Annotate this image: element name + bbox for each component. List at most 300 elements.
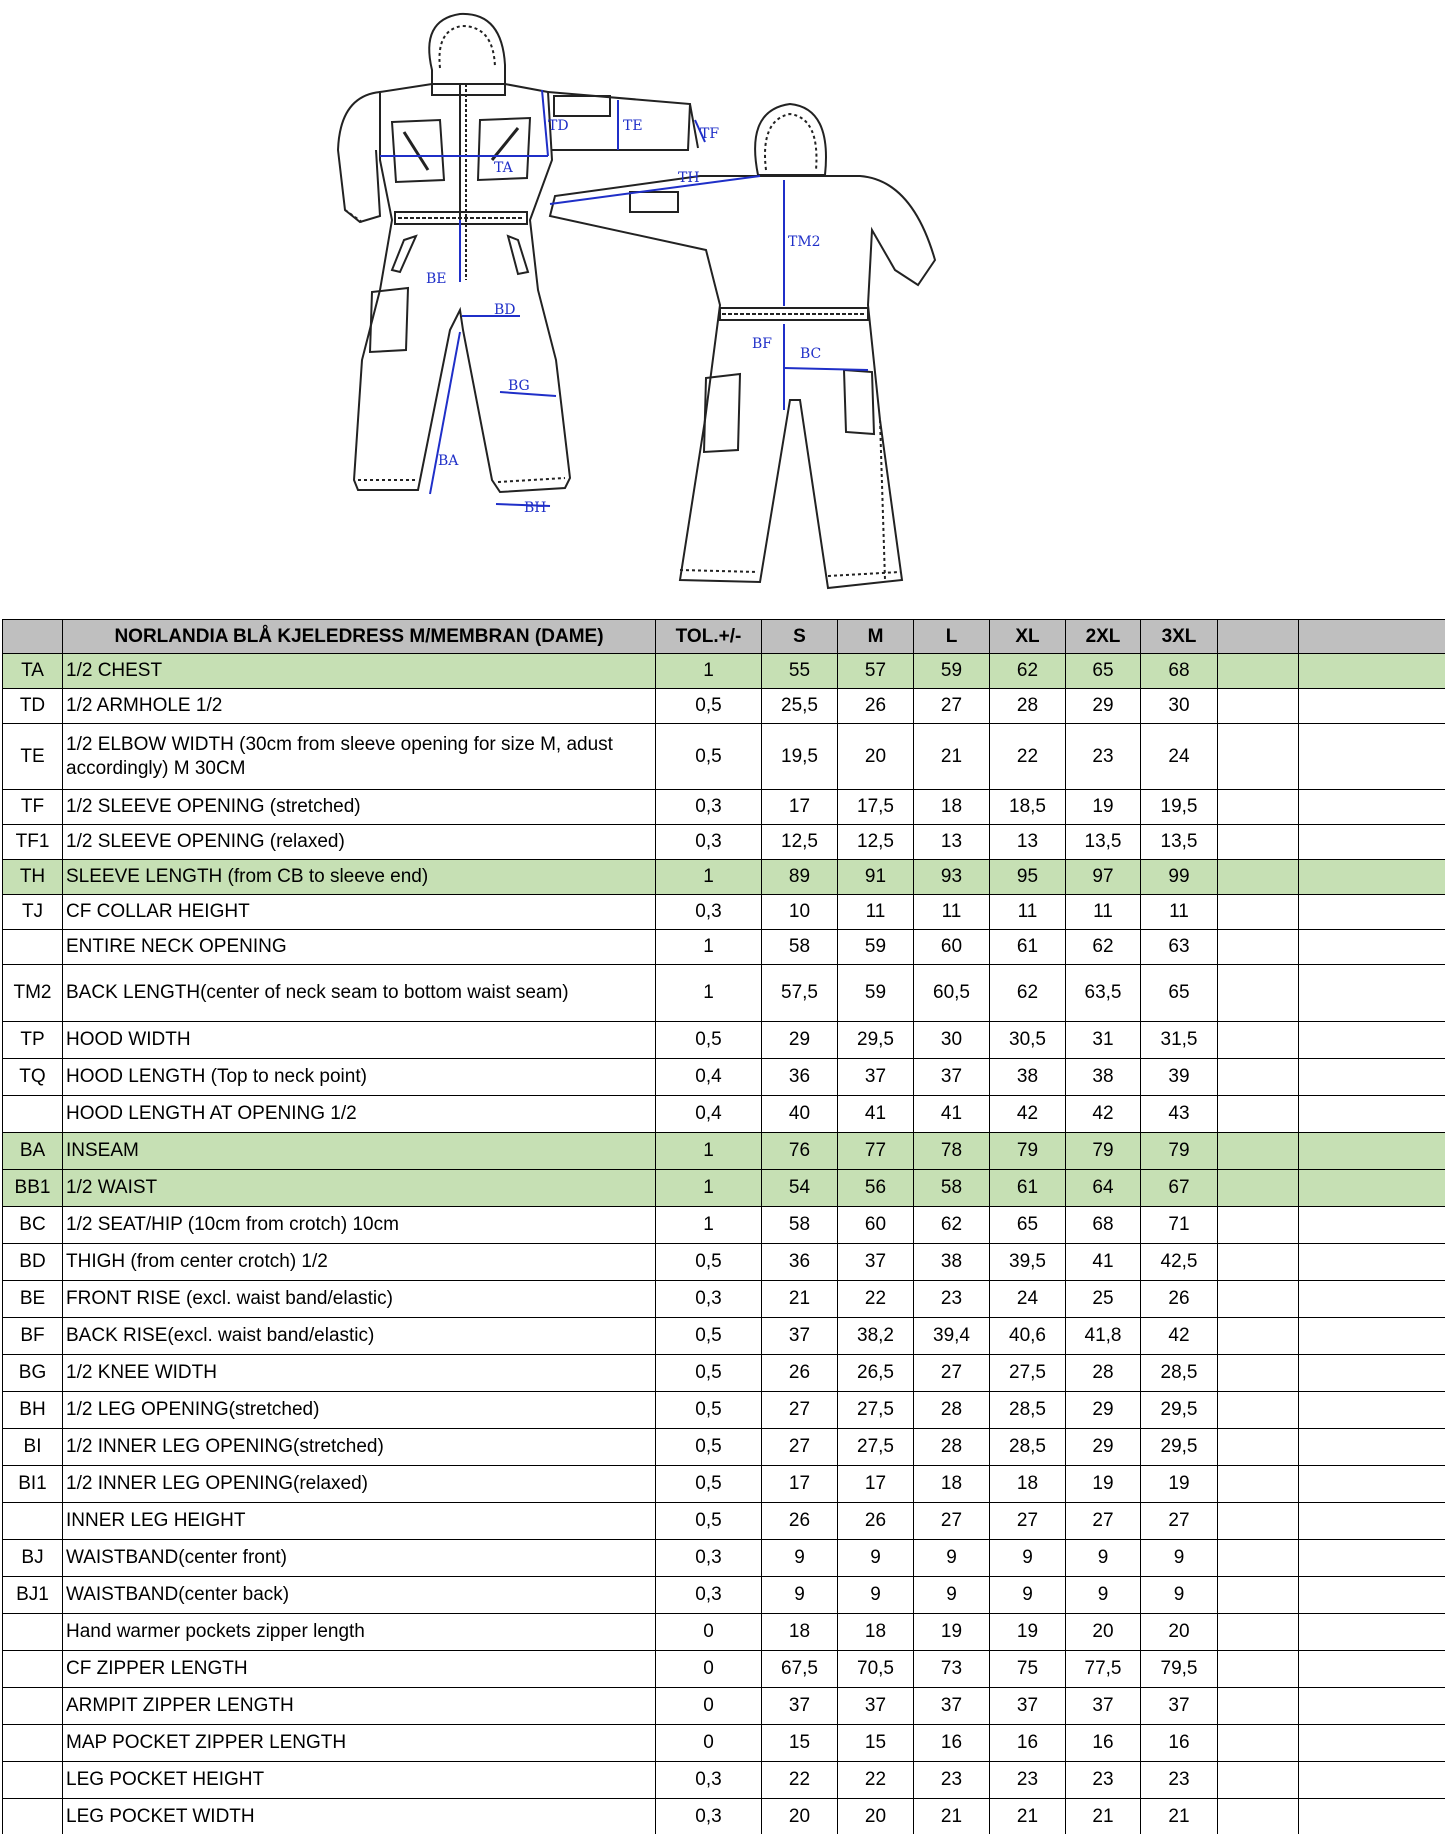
- measure-description: 1/2 INNER LEG OPENING(relaxed): [63, 1466, 656, 1503]
- size-value: 9: [1066, 1540, 1141, 1577]
- tolerance-value: 1: [656, 1170, 762, 1207]
- size-value: 27: [914, 1355, 990, 1392]
- empty-cell: [1299, 1799, 1445, 1834]
- size-value: 19,5: [1141, 790, 1218, 825]
- measure-description: 1/2 SEAT/HIP (10cm from crotch) 10cm: [63, 1207, 656, 1244]
- measure-description: Hand warmer pockets zipper length: [63, 1614, 656, 1651]
- empty-cell: [1299, 1503, 1445, 1540]
- empty-cell: [1299, 1392, 1445, 1429]
- tolerance-value: 0: [656, 1688, 762, 1725]
- label-be: BE: [426, 271, 447, 287]
- measure-description: SLEEVE LENGTH (from CB to sleeve end): [63, 860, 656, 895]
- table-row: [3, 895, 1445, 930]
- table-row: [3, 965, 1445, 1022]
- table-row: [3, 1392, 1445, 1429]
- size-value: 38: [914, 1244, 990, 1281]
- label-tm2: TM2: [788, 234, 821, 250]
- empty-cell: [1218, 724, 1299, 790]
- size-value: 36: [762, 1244, 838, 1281]
- table-row: [3, 1133, 1445, 1170]
- empty-cell: [1218, 1244, 1299, 1281]
- table-row: [3, 790, 1445, 825]
- table-row: [3, 1318, 1445, 1355]
- front-view-drawing: [338, 14, 698, 492]
- table-row: [3, 1466, 1445, 1503]
- size-value: 17: [762, 1466, 838, 1503]
- tolerance-value: 0,3: [656, 790, 762, 825]
- size-value: 59: [838, 930, 914, 965]
- size-value: 76: [762, 1133, 838, 1170]
- size-value: 25,5: [762, 689, 838, 724]
- size-value: 29: [762, 1022, 838, 1059]
- size-value: 28,5: [990, 1429, 1066, 1466]
- size-value: 29,5: [1141, 1429, 1218, 1466]
- size-value: 13,5: [1141, 825, 1218, 860]
- measurement-lines: [380, 90, 868, 506]
- size-value: 61: [990, 1170, 1066, 1207]
- size-value: 58: [914, 1170, 990, 1207]
- tolerance-value: 0: [656, 1725, 762, 1762]
- measure-description: 1/2 SLEEVE OPENING (stretched): [63, 790, 656, 825]
- empty-cell: [1218, 1318, 1299, 1355]
- empty-cell: [1218, 689, 1299, 724]
- back-view-drawing: [550, 104, 935, 588]
- size-value: 79: [990, 1133, 1066, 1170]
- tolerance-value: 0,5: [656, 724, 762, 790]
- size-value: 27: [990, 1503, 1066, 1540]
- label-bg: BG: [508, 378, 530, 394]
- size-value: 67,5: [762, 1651, 838, 1688]
- size-value: 42,5: [1141, 1244, 1218, 1281]
- garment-sketch: [0, 0, 1445, 615]
- table-header-row: [3, 620, 1445, 654]
- table-row: [3, 1355, 1445, 1392]
- size-value: 99: [1141, 860, 1218, 895]
- table-title: NORLANDIA BLÅ KJELEDRESS M/MEMBRAN (DAME): [63, 620, 656, 654]
- table-row: [3, 1688, 1445, 1725]
- table-row: [3, 1429, 1445, 1466]
- empty-cell: [1218, 1096, 1299, 1133]
- size-value: 79: [1141, 1133, 1218, 1170]
- size-value: 77: [838, 1133, 914, 1170]
- size-value: 60: [914, 930, 990, 965]
- measure-code: TA: [3, 654, 63, 689]
- size-value: 13: [914, 825, 990, 860]
- table-row: [3, 1799, 1445, 1834]
- empty-cell: [1299, 1725, 1445, 1762]
- size-value: 64: [1066, 1170, 1141, 1207]
- size-value: 40: [762, 1096, 838, 1133]
- size-value: 77,5: [1066, 1651, 1141, 1688]
- size-value: 18: [990, 1466, 1066, 1503]
- empty-header: [1218, 620, 1299, 654]
- size-value: 41: [914, 1096, 990, 1133]
- measure-code: TF1: [3, 825, 63, 860]
- size-value: 57,5: [762, 965, 838, 1022]
- table-row: [3, 825, 1445, 860]
- size-value: 9: [838, 1540, 914, 1577]
- measure-description: 1/2 WAIST: [63, 1170, 656, 1207]
- size-value: 20: [762, 1799, 838, 1834]
- empty-cell: [1299, 1170, 1445, 1207]
- label-ta: TA: [494, 160, 513, 176]
- size-value: 20: [838, 1799, 914, 1834]
- measure-code: BC: [3, 1207, 63, 1244]
- measure-code: [3, 1762, 63, 1799]
- table-row: [3, 1725, 1445, 1762]
- measure-code: TD: [3, 689, 63, 724]
- measure-description: LEG POCKET WIDTH: [63, 1799, 656, 1834]
- table-row: [3, 1244, 1445, 1281]
- empty-cell: [1218, 1392, 1299, 1429]
- size-value: 37: [838, 1059, 914, 1096]
- measure-description: 1/2 LEG OPENING(stretched): [63, 1392, 656, 1429]
- size-value: 59: [838, 965, 914, 1022]
- empty-cell: [1299, 1059, 1445, 1096]
- size-value: 68: [1141, 654, 1218, 689]
- tolerance-value: 0,3: [656, 1540, 762, 1577]
- measure-description: ARMPIT ZIPPER LENGTH: [63, 1688, 656, 1725]
- size-value: 26: [838, 689, 914, 724]
- size-value: 37: [914, 1059, 990, 1096]
- empty-cell: [1218, 1059, 1299, 1096]
- size-value: 28: [990, 689, 1066, 724]
- table-row: [3, 689, 1445, 724]
- size-value: 9: [990, 1540, 1066, 1577]
- size-value: 30: [1141, 689, 1218, 724]
- size-header: L: [914, 620, 990, 654]
- measure-code: [3, 930, 63, 965]
- size-value: 21: [762, 1281, 838, 1318]
- table-row: [3, 724, 1445, 790]
- size-value: 26: [838, 1503, 914, 1540]
- table-body: [3, 654, 1445, 1834]
- size-value: 22: [838, 1281, 914, 1318]
- table-row: [3, 1577, 1445, 1614]
- empty-cell: [1299, 1133, 1445, 1170]
- size-value: 41: [838, 1096, 914, 1133]
- size-value: 19: [1066, 1466, 1141, 1503]
- size-value: 58: [762, 1207, 838, 1244]
- size-value: 62: [990, 965, 1066, 1022]
- size-value: 65: [1141, 965, 1218, 1022]
- size-value: 11: [1066, 895, 1141, 930]
- size-value: 17,5: [838, 790, 914, 825]
- size-value: 23: [1141, 1762, 1218, 1799]
- tolerance-value: 1: [656, 965, 762, 1022]
- size-value: 57: [838, 654, 914, 689]
- measure-code: TP: [3, 1022, 63, 1059]
- size-value: 9: [914, 1577, 990, 1614]
- size-value: 62: [990, 654, 1066, 689]
- tolerance-value: 1: [656, 860, 762, 895]
- size-value: 21: [990, 1799, 1066, 1834]
- measure-description: 1/2 KNEE WIDTH: [63, 1355, 656, 1392]
- empty-cell: [1218, 1503, 1299, 1540]
- size-value: 55: [762, 654, 838, 689]
- size-value: 37: [762, 1688, 838, 1725]
- size-value: 21: [914, 1799, 990, 1834]
- size-value: 23: [1066, 1762, 1141, 1799]
- size-value: 79,5: [1141, 1651, 1218, 1688]
- size-value: 24: [990, 1281, 1066, 1318]
- measure-description: 1/2 SLEEVE OPENING (relaxed): [63, 825, 656, 860]
- measure-description: HOOD LENGTH (Top to neck point): [63, 1059, 656, 1096]
- size-value: 63: [1141, 930, 1218, 965]
- table-row: [3, 1614, 1445, 1651]
- size-value: 23: [914, 1281, 990, 1318]
- table-row: [3, 654, 1445, 689]
- size-value: 27,5: [838, 1429, 914, 1466]
- size-value: 71: [1141, 1207, 1218, 1244]
- measure-code: TF: [3, 790, 63, 825]
- size-value: 36: [762, 1059, 838, 1096]
- empty-cell: [1218, 1207, 1299, 1244]
- size-value: 65: [990, 1207, 1066, 1244]
- size-value: 27: [914, 1503, 990, 1540]
- measure-description: WAISTBAND(center back): [63, 1577, 656, 1614]
- label-th: TH: [678, 170, 700, 186]
- tolerance-value: 1: [656, 654, 762, 689]
- measure-description: INNER LEG HEIGHT: [63, 1503, 656, 1540]
- size-value: 9: [1066, 1577, 1141, 1614]
- tolerance-value: 0,5: [656, 1022, 762, 1059]
- size-value: 68: [1066, 1207, 1141, 1244]
- measure-code: [3, 1799, 63, 1834]
- size-value: 97: [1066, 860, 1141, 895]
- size-value: 19,5: [762, 724, 838, 790]
- size-value: 78: [914, 1133, 990, 1170]
- size-value: 9: [914, 1540, 990, 1577]
- size-value: 39,5: [990, 1244, 1066, 1281]
- measure-description: CF ZIPPER LENGTH: [63, 1651, 656, 1688]
- size-value: 28: [914, 1392, 990, 1429]
- measure-code: TH: [3, 860, 63, 895]
- tolerance-header: TOL.+/-: [656, 620, 762, 654]
- size-value: 20: [1066, 1614, 1141, 1651]
- measure-description: LEG POCKET HEIGHT: [63, 1762, 656, 1799]
- empty-cell: [1218, 1429, 1299, 1466]
- code-header: [3, 620, 63, 654]
- size-value: 23: [1066, 724, 1141, 790]
- tolerance-value: 0,5: [656, 1318, 762, 1355]
- size-value: 23: [990, 1762, 1066, 1799]
- measure-description: 1/2 CHEST: [63, 654, 656, 689]
- size-value: 61: [990, 930, 1066, 965]
- size-value: 9: [762, 1577, 838, 1614]
- measure-code: TM2: [3, 965, 63, 1022]
- measure-code: TJ: [3, 895, 63, 930]
- size-value: 56: [838, 1170, 914, 1207]
- size-value: 63,5: [1066, 965, 1141, 1022]
- size-value: 18: [838, 1614, 914, 1651]
- size-value: 26: [1141, 1281, 1218, 1318]
- size-value: 17: [762, 790, 838, 825]
- empty-cell: [1218, 654, 1299, 689]
- size-value: 41: [1066, 1244, 1141, 1281]
- size-value: 60: [838, 1207, 914, 1244]
- size-value: 28: [914, 1429, 990, 1466]
- size-value: 75: [990, 1651, 1066, 1688]
- size-value: 42: [990, 1096, 1066, 1133]
- size-value: 39: [1141, 1059, 1218, 1096]
- size-spec-table: [2, 619, 1445, 1834]
- size-value: 19: [1141, 1466, 1218, 1503]
- table-row: [3, 1540, 1445, 1577]
- label-tf: TF: [700, 126, 720, 142]
- tolerance-value: 0,3: [656, 825, 762, 860]
- size-value: 29: [1066, 1392, 1141, 1429]
- measure-description: WAISTBAND(center front): [63, 1540, 656, 1577]
- tolerance-value: 0,5: [656, 1244, 762, 1281]
- empty-cell: [1299, 860, 1445, 895]
- empty-cell: [1218, 1651, 1299, 1688]
- empty-cell: [1299, 1207, 1445, 1244]
- label-te: TE: [623, 118, 643, 134]
- measure-description: 1/2 ELBOW WIDTH (30cm from sleeve opening for size M, adust accordingly) M 30CM: [63, 724, 656, 790]
- empty-cell: [1299, 1466, 1445, 1503]
- measure-code: BA: [3, 1133, 63, 1170]
- size-value: 43: [1141, 1096, 1218, 1133]
- tolerance-value: 0,4: [656, 1059, 762, 1096]
- size-value: 70,5: [838, 1651, 914, 1688]
- size-header: S: [762, 620, 838, 654]
- size-value: 89: [762, 860, 838, 895]
- size-value: 9: [1141, 1540, 1218, 1577]
- size-value: 13,5: [1066, 825, 1141, 860]
- empty-cell: [1299, 1281, 1445, 1318]
- empty-cell: [1299, 1318, 1445, 1355]
- table-row: [3, 1022, 1445, 1059]
- tolerance-value: 0,3: [656, 1799, 762, 1834]
- size-value: 37: [762, 1318, 838, 1355]
- size-value: 73: [914, 1651, 990, 1688]
- measure-description: INSEAM: [63, 1133, 656, 1170]
- measure-code: BG: [3, 1355, 63, 1392]
- size-value: 27: [762, 1392, 838, 1429]
- table-row: [3, 1281, 1445, 1318]
- empty-cell: [1218, 1466, 1299, 1503]
- size-value: 18,5: [990, 790, 1066, 825]
- empty-cell: [1299, 1614, 1445, 1651]
- empty-cell: [1299, 790, 1445, 825]
- size-value: 27: [1066, 1503, 1141, 1540]
- size-value: 12,5: [762, 825, 838, 860]
- size-value: 26,5: [838, 1355, 914, 1392]
- empty-cell: [1218, 1355, 1299, 1392]
- empty-cell: [1218, 1022, 1299, 1059]
- measure-code: BI1: [3, 1466, 63, 1503]
- tolerance-value: 0: [656, 1651, 762, 1688]
- size-value: 27: [1141, 1503, 1218, 1540]
- tolerance-value: 0,5: [656, 1392, 762, 1429]
- size-value: 11: [1141, 895, 1218, 930]
- empty-cell: [1218, 790, 1299, 825]
- measure-code: [3, 1096, 63, 1133]
- size-value: 11: [914, 895, 990, 930]
- size-value: 95: [990, 860, 1066, 895]
- empty-cell: [1218, 1762, 1299, 1799]
- measure-code: BJ: [3, 1540, 63, 1577]
- measure-code: [3, 1725, 63, 1762]
- size-value: 22: [838, 1762, 914, 1799]
- size-value: 37: [1066, 1688, 1141, 1725]
- size-value: 29,5: [838, 1022, 914, 1059]
- empty-cell: [1218, 1614, 1299, 1651]
- size-value: 16: [1066, 1725, 1141, 1762]
- size-value: 19: [914, 1614, 990, 1651]
- empty-cell: [1218, 825, 1299, 860]
- tolerance-value: 0,5: [656, 1355, 762, 1392]
- measure-code: [3, 1651, 63, 1688]
- measure-code: BI: [3, 1429, 63, 1466]
- label-ba: BA: [438, 453, 459, 469]
- empty-cell: [1299, 1762, 1445, 1799]
- table-row: [3, 1503, 1445, 1540]
- empty-cell: [1218, 860, 1299, 895]
- size-value: 27: [762, 1429, 838, 1466]
- measure-code: [3, 1614, 63, 1651]
- size-value: 58: [762, 930, 838, 965]
- size-value: 15: [838, 1725, 914, 1762]
- measure-description: 1/2 INNER LEG OPENING(stretched): [63, 1429, 656, 1466]
- size-value: 25: [1066, 1281, 1141, 1318]
- size-value: 28,5: [990, 1392, 1066, 1429]
- empty-cell: [1299, 1022, 1445, 1059]
- size-value: 21: [914, 724, 990, 790]
- size-value: 29: [1066, 689, 1141, 724]
- size-value: 62: [1066, 930, 1141, 965]
- empty-cell: [1299, 1577, 1445, 1614]
- size-value: 29,5: [1141, 1392, 1218, 1429]
- tolerance-value: 0,5: [656, 1466, 762, 1503]
- size-value: 24: [1141, 724, 1218, 790]
- size-value: 9: [1141, 1577, 1218, 1614]
- measure-code: BJ1: [3, 1577, 63, 1614]
- empty-cell: [1299, 1429, 1445, 1466]
- size-value: 42: [1066, 1096, 1141, 1133]
- size-value: 20: [1141, 1614, 1218, 1651]
- label-bd: BD: [494, 302, 516, 318]
- table-row: [3, 1651, 1445, 1688]
- tolerance-value: 1: [656, 1207, 762, 1244]
- size-value: 27: [914, 689, 990, 724]
- size-value: 37: [914, 1688, 990, 1725]
- measure-description: THIGH (from center crotch) 1/2: [63, 1244, 656, 1281]
- size-value: 27,5: [990, 1355, 1066, 1392]
- empty-cell: [1299, 825, 1445, 860]
- empty-cell: [1299, 1355, 1445, 1392]
- size-value: 18: [762, 1614, 838, 1651]
- tolerance-value: 0,5: [656, 1503, 762, 1540]
- size-value: 22: [762, 1762, 838, 1799]
- size-value: 9: [838, 1577, 914, 1614]
- size-value: 67: [1141, 1170, 1218, 1207]
- measure-code: BF: [3, 1318, 63, 1355]
- size-value: 21: [1066, 1799, 1141, 1834]
- table-row: [3, 1096, 1445, 1133]
- size-value: 19: [1066, 790, 1141, 825]
- size-value: 37: [1141, 1688, 1218, 1725]
- size-value: 60,5: [914, 965, 990, 1022]
- empty-cell: [1218, 1133, 1299, 1170]
- size-value: 10: [762, 895, 838, 930]
- size-value: 37: [990, 1688, 1066, 1725]
- empty-cell: [1299, 930, 1445, 965]
- measure-description: 1/2 ARMHOLE 1/2: [63, 689, 656, 724]
- measure-description: HOOD LENGTH AT OPENING 1/2: [63, 1096, 656, 1133]
- size-value: 12,5: [838, 825, 914, 860]
